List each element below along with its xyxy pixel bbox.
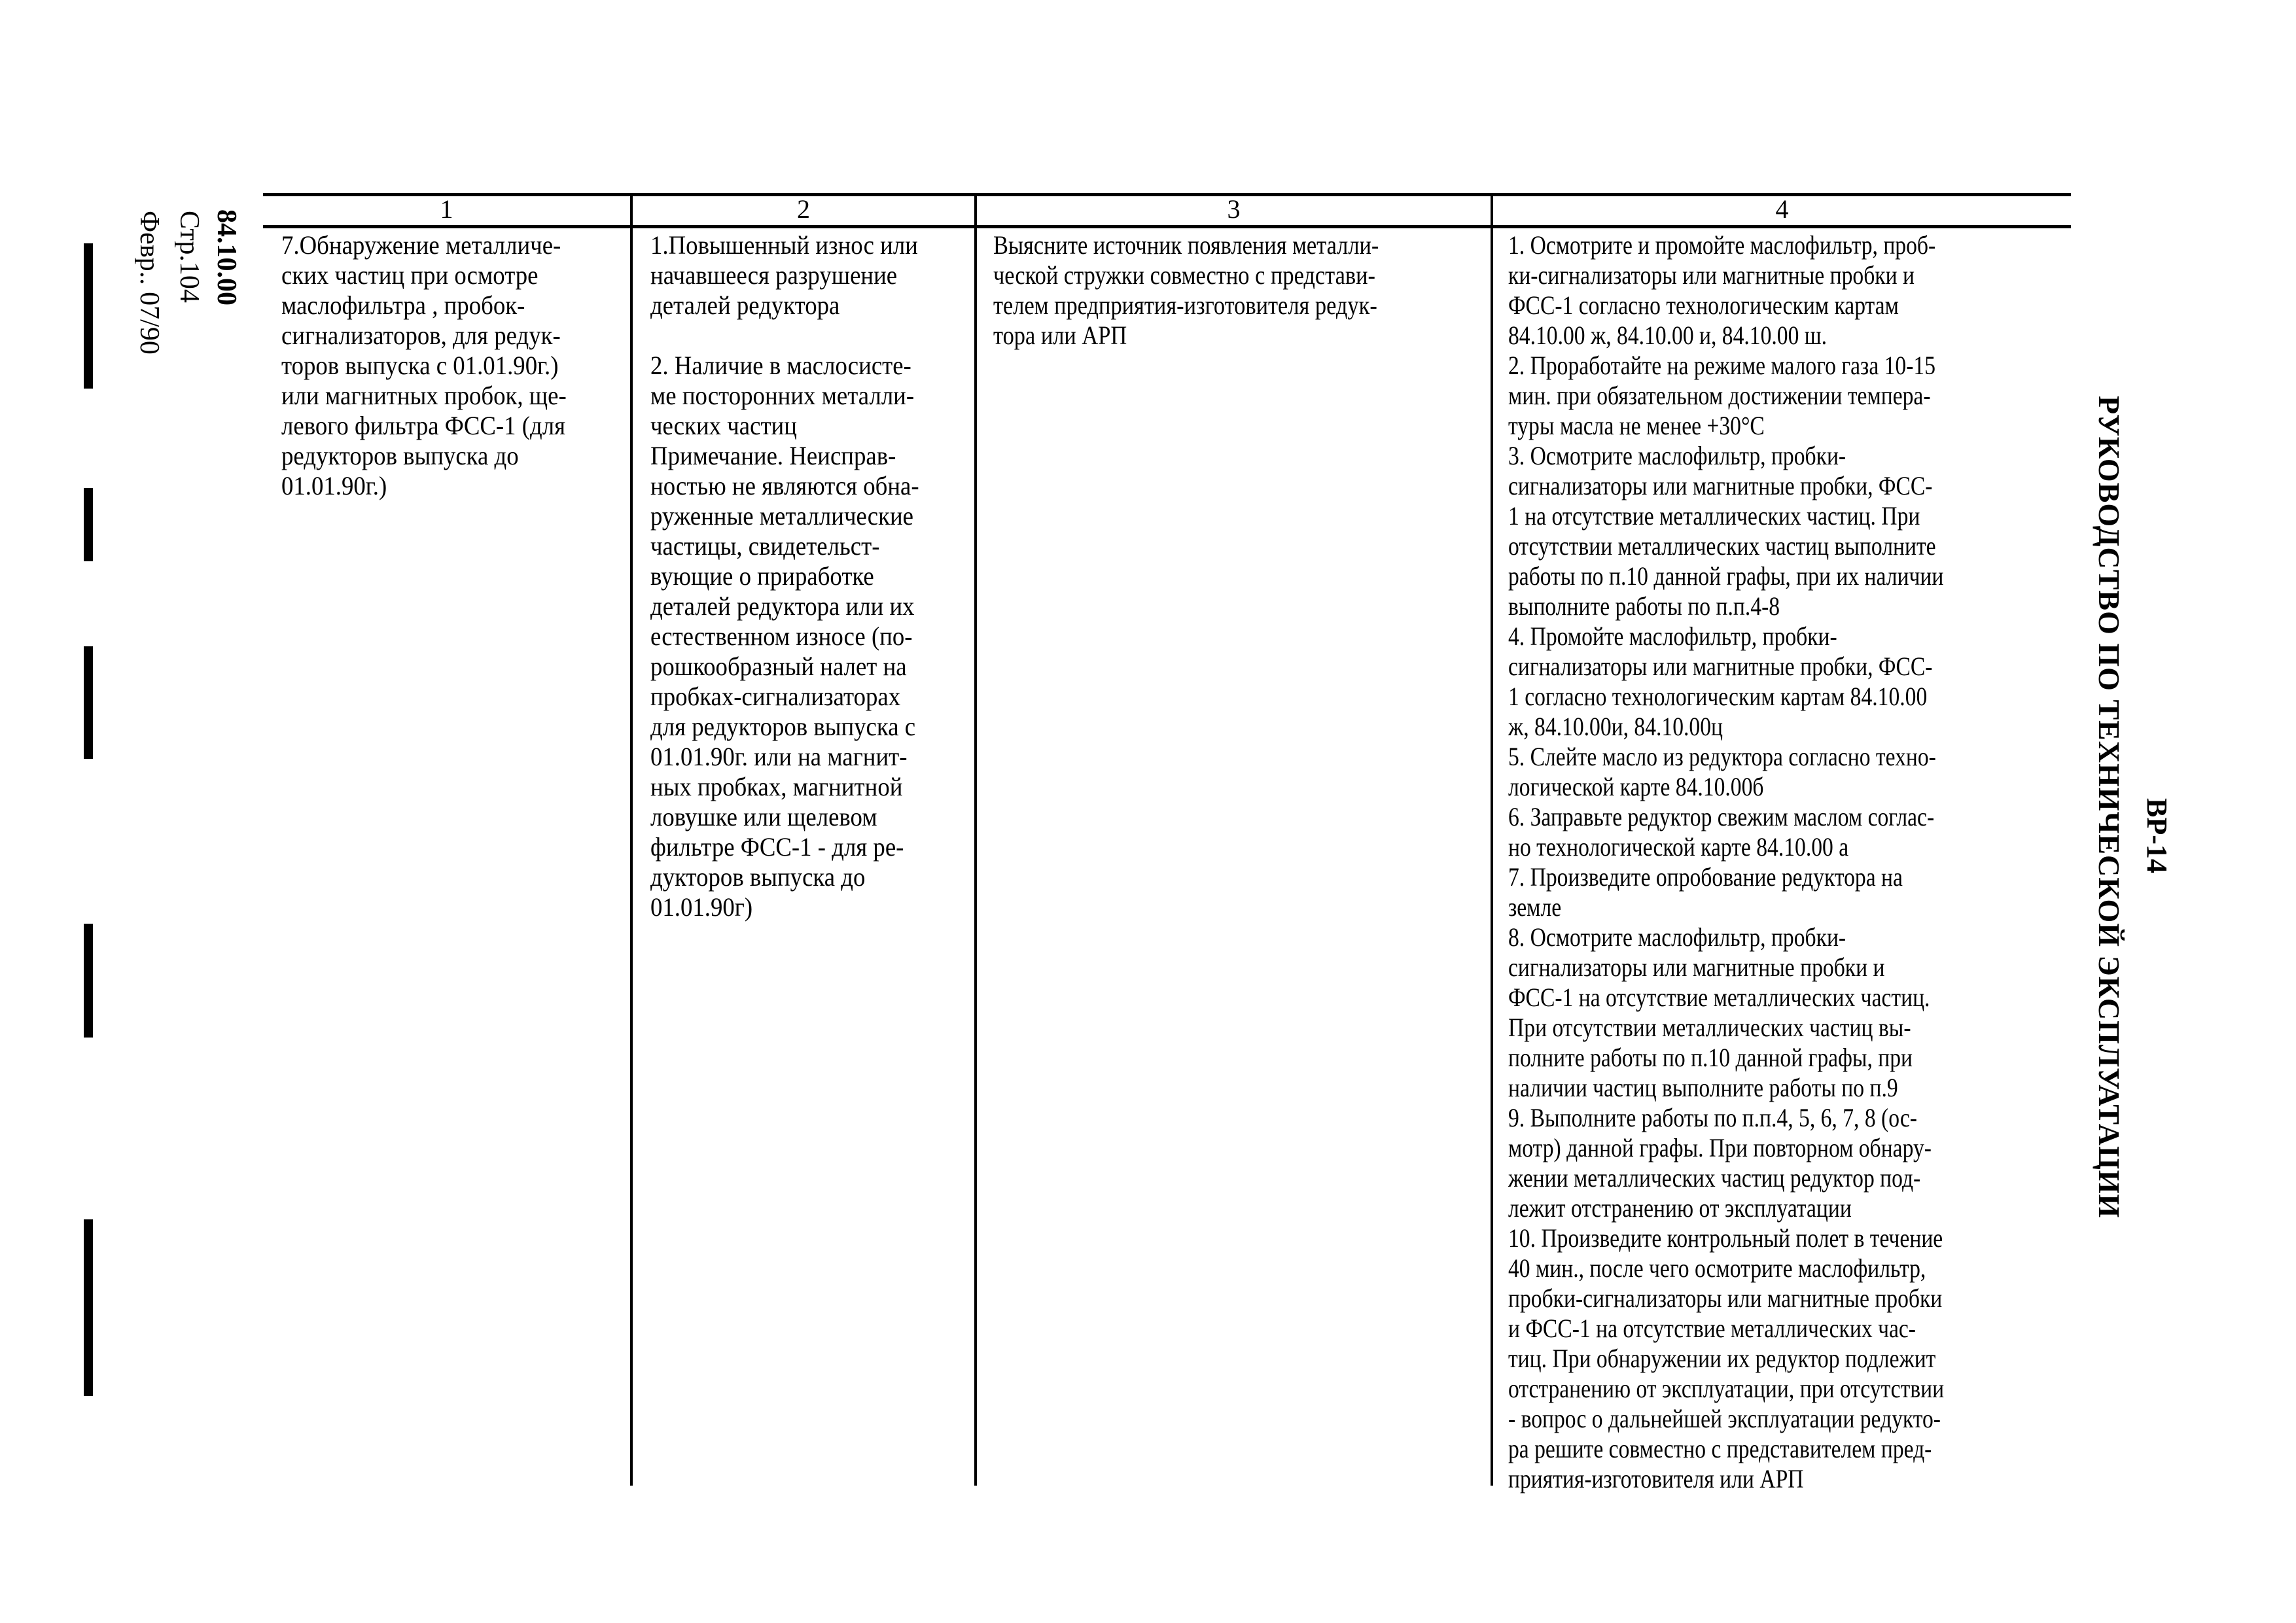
section-code: 84.10.00 (211, 209, 241, 305)
text-line: 2. Наличие в маслосисте- (650, 351, 911, 380)
text-line: 8. Осмотрите маслофильтр, пробки- (1508, 922, 1846, 952)
text-line: для редукторов выпуска с (650, 712, 916, 741)
text-line: сигнализаторы или магнитные пробки и (1508, 952, 1885, 982)
text-line: и ФСС-1 на отсутствие металлических час- (1508, 1314, 1916, 1343)
text-line: 10. Произведите контрольный полет в течение (1508, 1223, 1943, 1253)
text-line: дукторов выпуска до (650, 862, 866, 892)
text-line: 1 на отсутствие металлических частиц. При (1508, 501, 1920, 531)
text-line: выполните работы по п.п.4-8 (1508, 591, 1780, 621)
text-line: но технологической карте 84.10.00 а (1508, 832, 1849, 862)
text-line: ж, 84.10.00и, 84.10.00ц (1508, 712, 1723, 741)
text-line: или магнитных пробок, ще- (281, 381, 567, 410)
column-number-4: 4 (1775, 194, 1789, 224)
text-line: деталей редуктора или их (650, 591, 915, 621)
text-line: ме посторонних металли- (650, 381, 915, 410)
column-number-1: 1 (440, 194, 453, 224)
text-line: ловушке или щелевом (650, 802, 877, 831)
text-line: 7.Обнаружение металличе- (281, 230, 561, 260)
cell-probable-cause (650, 230, 919, 922)
text-line: мотр) данной графы. При повторном обнару- (1508, 1133, 1932, 1162)
document-code: ВР-14 (2141, 798, 2173, 873)
text-line: наличии частиц выполните работы по п.9 (1508, 1073, 1898, 1102)
header-bottom-rule (263, 225, 2071, 228)
text-line: рошкообразный налет на (650, 652, 907, 681)
text-line: ских частиц при осмотре (281, 260, 539, 290)
revision-bar (84, 1219, 93, 1396)
text-line: 1.Повышенный износ или (650, 230, 918, 260)
text-line: сигнализаторы или магнитные пробки, ФСС- (1508, 471, 1933, 500)
text-line: пробках-сигнализаторах (650, 682, 901, 711)
text-line: сигнализаторы или магнитные пробки, ФСС- (1508, 652, 1933, 681)
text-line: маслофильтра , пробок- (281, 290, 525, 320)
text-line: тора или АРП (993, 321, 1127, 350)
cell-corrective-actions (1508, 230, 1944, 1494)
text-line: ных пробках, магнитной (650, 772, 903, 801)
text-line: пробки-сигнализаторы или магнитные пробки (1508, 1283, 1943, 1313)
text-line: ностью не являются обна- (650, 471, 919, 500)
text-line: 1 согласно технологическим картам 84.10.00 (1508, 682, 1928, 711)
text-line: естественном износе (по- (650, 621, 913, 651)
text-line: руженные металлические (650, 501, 913, 531)
text-line: земле (1508, 892, 1562, 922)
text-line: деталей редуктора (650, 290, 840, 320)
text-line: вующие о приработке (650, 561, 874, 591)
revision-date: Февр.. 07/90 (134, 211, 164, 355)
text-line: 3. Осмотрите маслофильтр, пробки- (1508, 441, 1846, 470)
column-divider (1491, 193, 1493, 1486)
text-line: ФСС-1 на отсутствие металлических частиц. (1508, 983, 1930, 1012)
text-line: 40 мин., после чего осмотрите маслофильтр, (1508, 1253, 1926, 1283)
text-line: ческой стружки совместно с представи- (993, 260, 1375, 290)
column-divider (974, 193, 977, 1486)
text-line: фильтре ФСС-1 - для ре- (650, 832, 904, 862)
text-line: сигнализаторов, для редук- (281, 321, 561, 350)
text-line: редукторов выпуска до (281, 441, 519, 470)
text-line: При отсутствии металлических частиц вы- (1508, 1013, 1911, 1042)
revision-bar (84, 488, 93, 561)
text-line: ческих частиц (650, 411, 797, 440)
text-line: левого фильтра ФСС-1 (для (281, 411, 566, 440)
text-line: ра решите совместно с представителем пред- (1508, 1434, 1932, 1463)
text-line: - вопрос о дальнейшей эксплуатации редукто- (1508, 1404, 1941, 1433)
text-line (650, 321, 919, 351)
text-line: 6. Заправьте редуктор свежим маслом соглас- (1508, 802, 1935, 831)
text-line: 5. Слейте масло из редуктора согласно техно- (1508, 742, 1936, 771)
text-line: туры масла не менее +30°С (1508, 411, 1765, 440)
column-number-3: 3 (1227, 194, 1241, 224)
text-line: 9. Выполните работы по п.п.4, 5, 6, 7, 8 (ос- (1508, 1103, 1917, 1132)
manual-title: РУКОВОДСТВО ПО ТЕХНИЧЕСКОЙ ЭКСПЛУАТАЦИИ (2093, 396, 2126, 1219)
text-line: отсутствии металлических частиц выполните (1508, 531, 1936, 561)
text-line: тиц. При обнаружении их редуктор подлежит (1508, 1344, 1936, 1373)
text-line: приятия-изготовителя или АРП (1508, 1464, 1804, 1493)
text-line: жении металлических частиц редуктор под- (1508, 1163, 1921, 1193)
text-line: 4. Промойте маслофильтр, пробки- (1508, 621, 1837, 651)
cell-fault-description (281, 230, 567, 501)
column-divider (630, 193, 633, 1486)
text-line: мин. при обязательном достижении темпера- (1508, 381, 1931, 410)
text-line: Примечание. Неисправ- (650, 441, 896, 470)
text-line: логической карте 84.10.00б (1508, 772, 1764, 801)
text-line: лежит отстранению от эксплуатации (1508, 1193, 1852, 1223)
text-line: полните работы по п.10 данной графы, при (1508, 1043, 1913, 1072)
text-line: отстранению от эксплуатации, при отсутствии (1508, 1374, 1945, 1403)
text-line: 2. Проработайте на режиме малого газа 10-15 (1508, 351, 1936, 380)
text-line: 01.01.90г. или на магнит- (650, 742, 908, 771)
text-line: 01.01.90г.) (281, 471, 387, 500)
page-number: Стр.104 (174, 211, 204, 303)
revision-bar (84, 924, 93, 1038)
text-line: ФСС-1 согласно технологическим картам (1508, 290, 1899, 320)
revision-bar (84, 646, 93, 759)
text-line: работы по п.10 данной графы, при их наличии (1508, 561, 1944, 591)
text-line: 1. Осмотрите и промойте маслофильтр, проб- (1508, 230, 1936, 260)
text-line: торов выпуска с 01.01.90г.) (281, 351, 559, 380)
text-line: 84.10.00 ж, 84.10.00 и, 84.10.00 ш. (1508, 321, 1828, 350)
text-line: ки-сигнализаторы или магнитные пробки и (1508, 260, 1915, 290)
text-line: частицы, свидетельст- (650, 531, 880, 561)
column-number-2: 2 (797, 194, 810, 224)
text-line: 7. Произведите опробование редуктора на (1508, 862, 1903, 892)
text-line: начавшееся разрушение (650, 260, 898, 290)
text-line: телем предприятия-изготовителя редук- (993, 290, 1377, 320)
text-line: 01.01.90г) (650, 892, 753, 922)
text-line: Выясните источник появления металли- (993, 230, 1379, 260)
cell-remedy-method (993, 230, 1379, 351)
revision-bar (84, 243, 93, 389)
